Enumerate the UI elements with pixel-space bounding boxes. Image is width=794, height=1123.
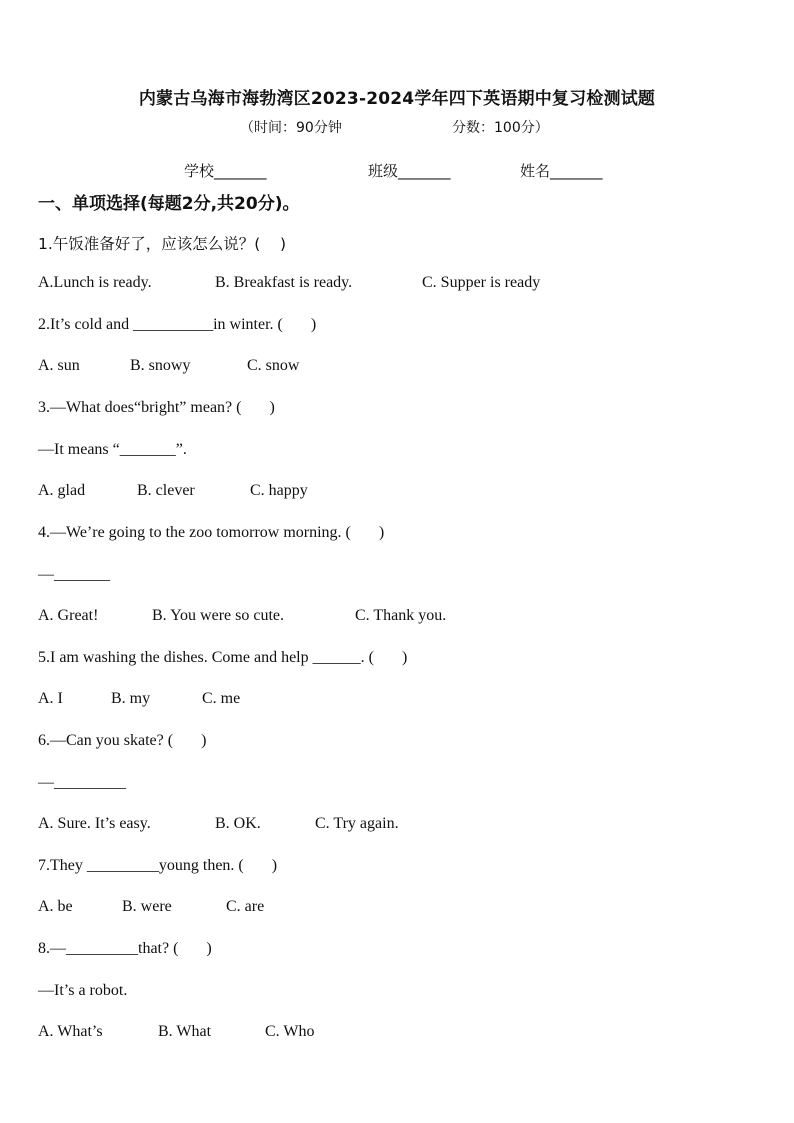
exam-title: 内蒙古乌海市海勃湾区2023-2024学年四下英语期中复习检测试题 xyxy=(138,89,656,109)
q4-option-b: B. You were so cute. xyxy=(152,607,284,624)
q5-option-b: B. my xyxy=(111,690,151,707)
q5-option-a: A. I xyxy=(38,690,63,707)
q3-option-c: C. happy xyxy=(250,482,308,499)
question-4-line-2: —_______ xyxy=(38,566,110,583)
q5-option-c: C. me xyxy=(202,690,241,707)
question-6: 6.—Can you skate? ( ) xyxy=(38,732,207,749)
q3-option-b: B. clever xyxy=(137,482,195,499)
q6-option-a: A. Sure. It’s easy. xyxy=(38,815,151,832)
q6-option-c: C. Try again. xyxy=(315,815,399,832)
question-4: 4.—We’re going to the zoo tomorrow morning. ( ) xyxy=(38,524,385,541)
q4-option-a: A. Great! xyxy=(38,607,99,624)
q7-option-c: C. are xyxy=(226,898,265,915)
q8-option-c: C. Who xyxy=(265,1023,315,1040)
question-7: 7.They _________young then. ( ) xyxy=(38,857,278,874)
q1-option-b: B. Breakfast is ready. xyxy=(215,274,353,291)
question-2: 2.It’s cold and __________in winter. ( ) xyxy=(38,316,317,333)
q3-option-a: A. glad xyxy=(38,482,86,499)
section-title: 一、单项选择(每题2分,共20分)。 xyxy=(38,194,300,214)
q2-option-b: B. snowy xyxy=(130,357,191,374)
school-field: 学校_______ xyxy=(184,162,267,180)
question-5: 5.I am washing the dishes. Come and help ______. ( ) xyxy=(38,649,408,666)
exam-score: 分数：100分） xyxy=(452,120,549,136)
exam-time: （时间：90分钟 xyxy=(240,120,342,136)
q7-option-a: A. be xyxy=(38,898,73,915)
q4-option-c: C. Thank you. xyxy=(355,607,447,624)
question-8: 8.—_________that? ( ) xyxy=(38,940,212,957)
q8-option-b: B. What xyxy=(158,1023,212,1040)
question-3-line-2: —It means “_______”. xyxy=(38,441,187,458)
question-3: 3.—What does“bright” mean? ( ) xyxy=(38,399,275,416)
q8-option-a: A. What’s xyxy=(38,1023,103,1040)
q2-option-a: A. sun xyxy=(38,357,80,374)
q1-option-a: A.Lunch is ready. xyxy=(38,274,152,291)
q1-option-c: C. Supper is ready xyxy=(422,274,541,291)
question-1: 1.午饭准备好了，应该怎么说？( ) xyxy=(38,235,287,253)
class-field: 班级_______ xyxy=(368,162,451,180)
name-field: 姓名_______ xyxy=(520,162,603,180)
q6-option-b: B. OK. xyxy=(215,815,261,832)
q7-option-b: B. were xyxy=(122,898,172,915)
question-6-line-2: —_________ xyxy=(38,774,126,791)
q2-option-c: C. snow xyxy=(247,357,300,374)
question-8-line-2: —It’s a robot. xyxy=(38,982,128,999)
